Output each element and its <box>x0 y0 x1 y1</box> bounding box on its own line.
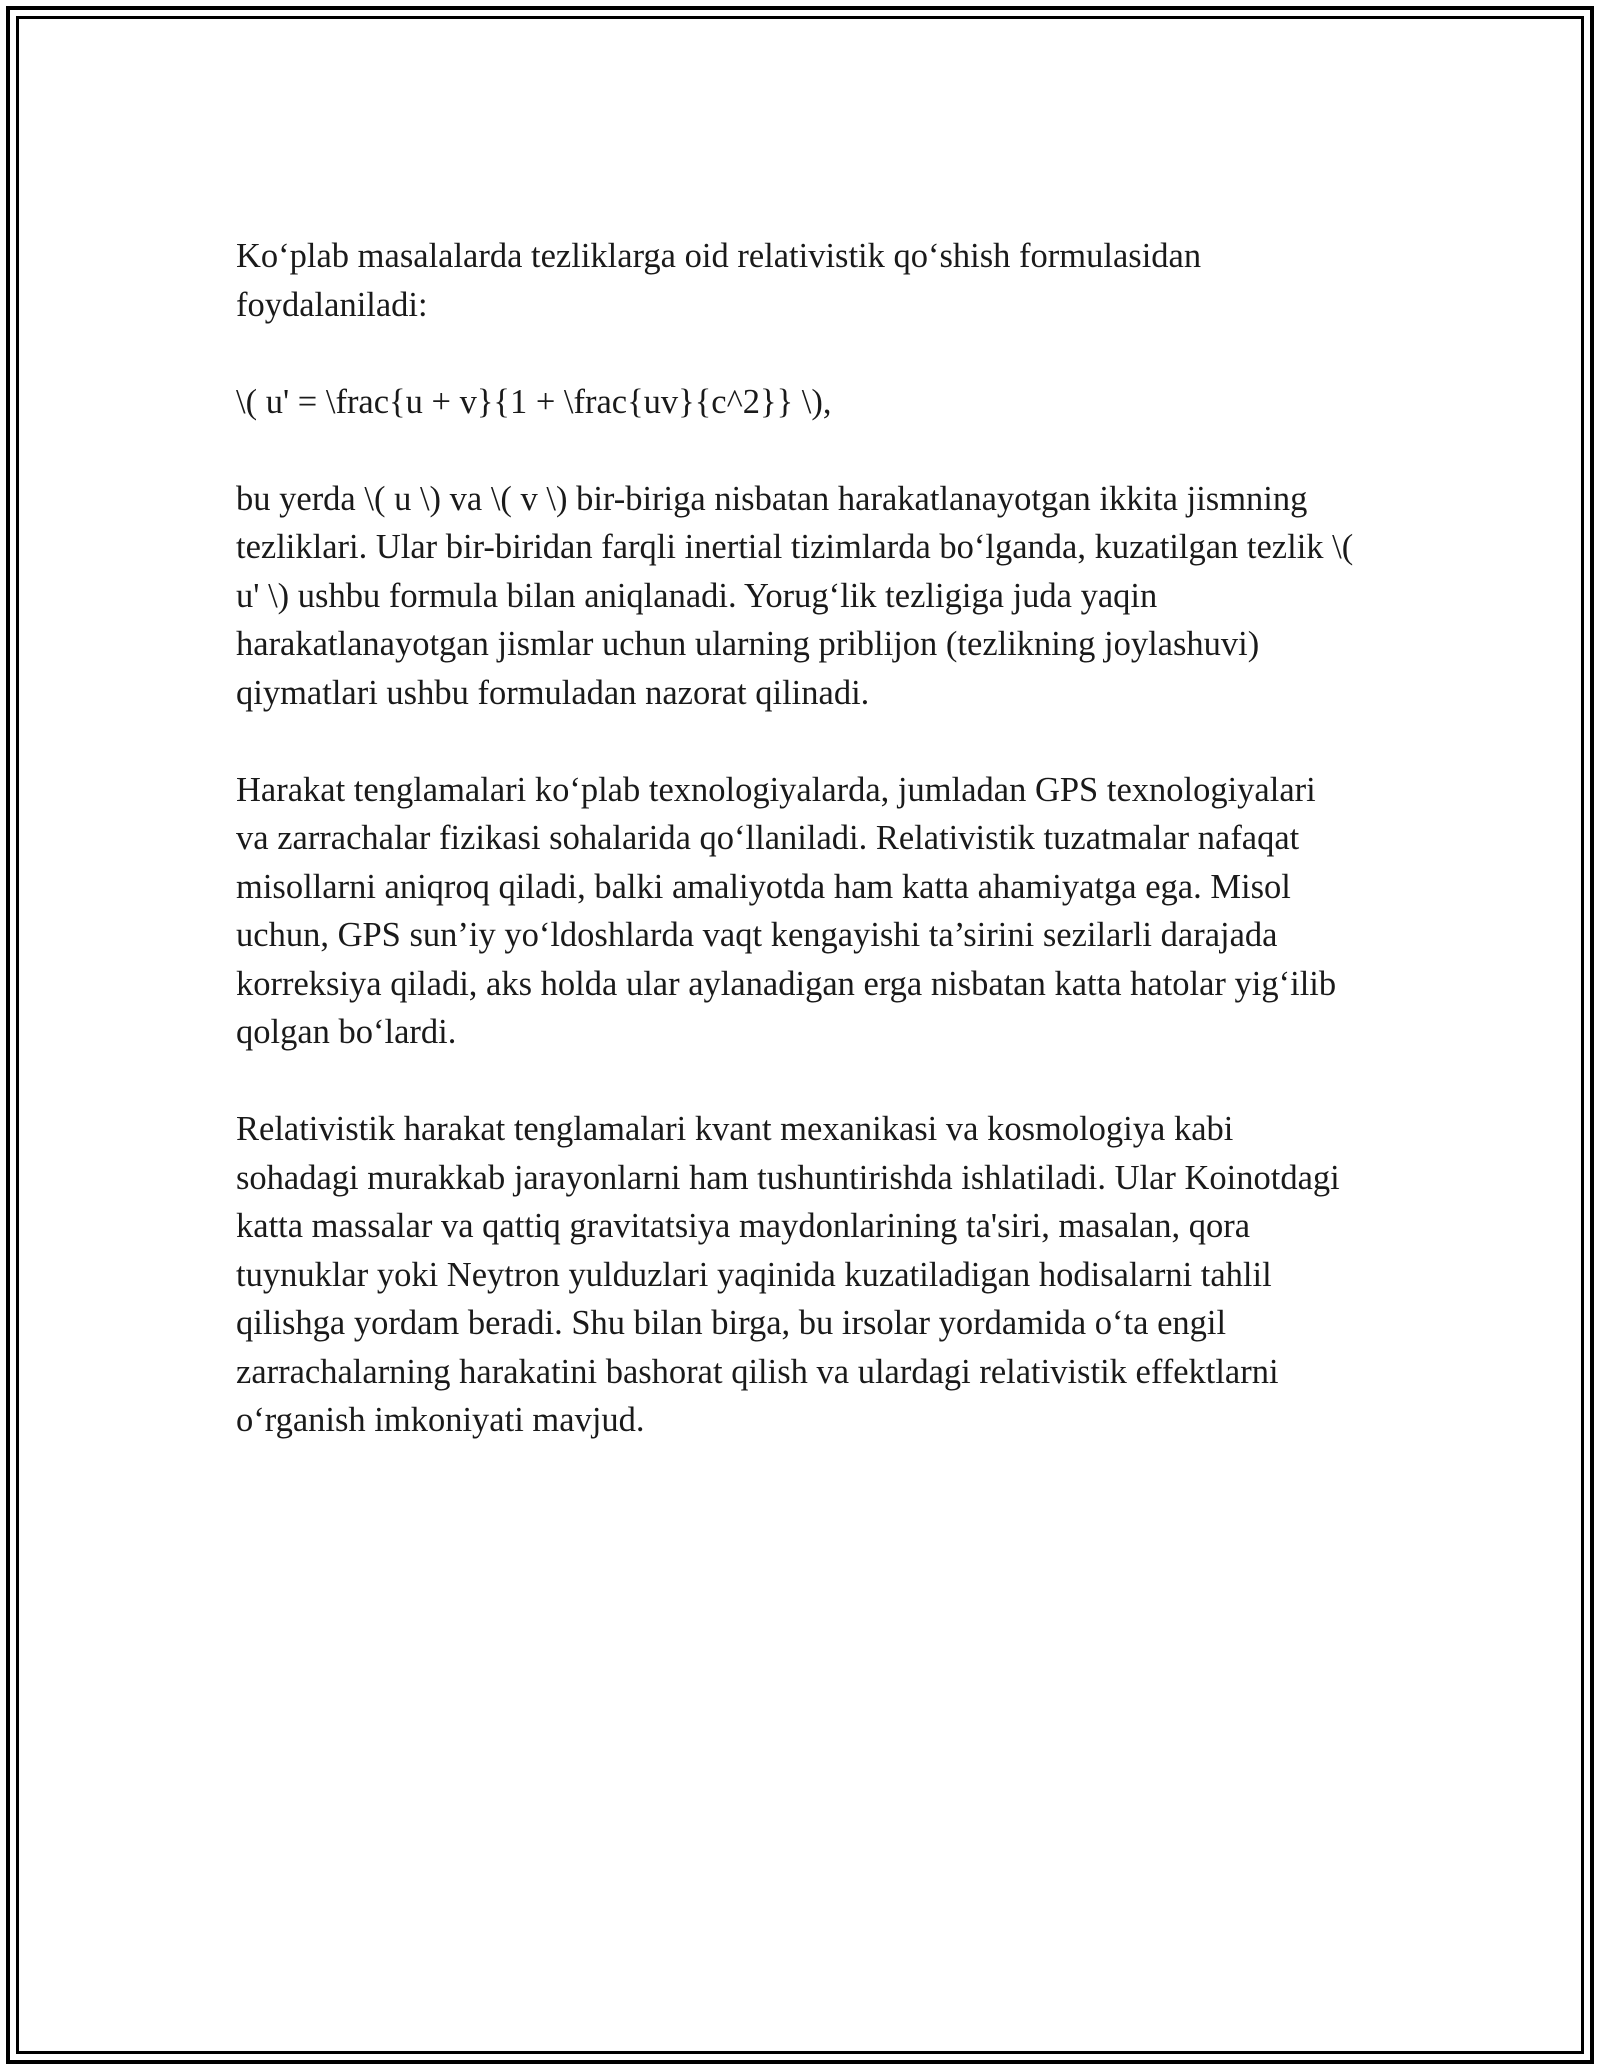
paragraph-advanced-physics: Relativistik harakat tenglamalari kvant mexanikasi va kosmologiya kabi sohadagi murakkab jarayonlarni ham tushuntirishda ishlatiladi. Ular Koinotdagi katta massalar va qattiq gravitatsiya maydonlarining ta'siri, masalan, qora tuynuklar yoki Neytron yulduzlari yaqinida kuzatiladigan hodisalarni tahlil qilishga yordam beradi. Shu bilan birga, bu irsolar yordamida o‘ta engil zarrachalarning harakatini bashorat qilish va ulardagi relativistik effektlarni o‘rganish imkoniyati mavjud. <box>236 1110 1340 1439</box>
paragraph-applications: Harakat tenglamalari ko‘plab texnologiyalarda, jumladan GPS texnologiyalari va zarrachalar fizikasi sohalarida qo‘llaniladi. Relativistik tuzatmalar nafaqat misollarni aniqroq qiladi, balki amaliyotda ham katta ahamiyatga ega. Misol uchun, GPS sun’iy yo‘ldoshlarda vaqt kengayishi ta’sirini sezilarli darajada korreksiya qiladi, aks holda ular aylanadigan erga nisbatan katta hatolar yig‘ilib qolgan bo‘lardi. <box>236 770 1337 1051</box>
paragraph-intro: Ko‘plab masalalarda tezliklarga oid relativistik qo‘shish formulasidan foydalaniladi: <box>236 237 1202 324</box>
formula-velocity-addition: \( u' = \frac{u + v}{1 + \frac{uv}{c^2}} \), <box>236 382 832 421</box>
document-body <box>236 232 1356 1493</box>
paragraph-explanation: bu yerda \( u \) va \( v \) bir-biriga nisbatan harakatlanayotgan ikkita jismning tezliklari. Ular bir-biridan farqli inertial tizimlarda bo‘lganda, kuzatilgan tezlik \( u' \) ushbu formula bilan aniqlanadi. Yorug‘lik tezligiga juda yaqin harakatlanayotgan jismlar uchun ularning priblijon (tezlikning joylashuvi) qiymatlari ushbu formuladan nazorat qilinadi. <box>236 479 1354 712</box>
